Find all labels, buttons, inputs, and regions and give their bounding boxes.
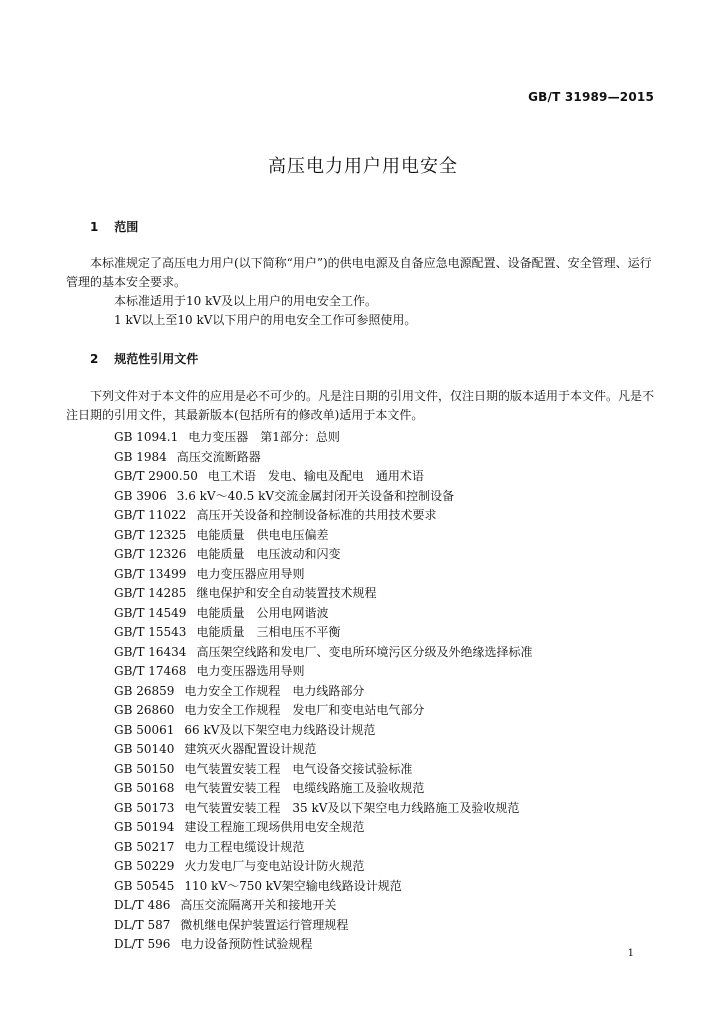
section-heading-normative-references — [90, 350, 198, 367]
reference-item — [114, 662, 674, 682]
paragraph — [90, 292, 656, 311]
reference-item — [114, 857, 674, 877]
reference-title: 电力安全工作规程 电力线路部分 — [184, 683, 365, 698]
reference-title: 建设工程施工现场供用电安全规范 — [184, 820, 365, 834]
paragraph-text: 1 kV以上至10 kV以下用户的用电安全工作可参照使用。 — [114, 313, 417, 327]
reference-item — [114, 565, 674, 585]
reference-code: GB 1984 — [114, 449, 167, 464]
reference-code: GB 50061 — [114, 722, 175, 737]
reference-code: GB/T 2900.50 — [114, 469, 198, 483]
reference-item — [114, 428, 674, 448]
reference-item — [114, 760, 674, 780]
reference-code: GB/T 12325 — [114, 527, 187, 542]
reference-title: 电气装置安装工程 35 kV及以下架空电力线路施工及验收规范 — [184, 800, 520, 815]
reference-code: DL/T 596 — [114, 937, 171, 951]
reference-title: 高压架空线路和发电厂、变电所环境污区分级及外绝缘选择标准 — [196, 644, 533, 659]
reference-code: GB 3906 — [114, 488, 167, 503]
reference-title: 电工术语 发电、输电及配电 通用术语 — [207, 469, 424, 483]
reference-title: 电力变压器 第1部分：总则 — [188, 430, 340, 444]
section-heading-scope — [90, 218, 138, 235]
reference-code: GB 50173 — [114, 800, 175, 815]
reference-item — [114, 701, 674, 721]
reference-item — [114, 916, 674, 936]
reference-item — [114, 584, 674, 604]
reference-item — [114, 799, 674, 819]
reference-title: 建筑灭火器配置设计规范 — [184, 742, 317, 756]
reference-list — [114, 428, 674, 955]
reference-item — [114, 877, 674, 897]
paragraph-text: 本标准规定了高压电力用户(以下简称“用户”)的供电电源及自备应急电源配置、设备配置、安全管理、运行管理的基本安全要求。 — [66, 256, 652, 289]
paragraph — [66, 254, 656, 292]
reference-item — [114, 487, 674, 507]
reference-title: 电力工程电缆设计规范 — [184, 839, 305, 854]
reference-code: GB/T 13499 — [114, 566, 187, 581]
section-number: 1 — [90, 220, 99, 234]
reference-item — [114, 448, 674, 468]
paragraph — [66, 387, 656, 425]
section-body-scope — [66, 254, 656, 330]
reference-item — [114, 604, 674, 624]
reference-code: GB 26859 — [114, 683, 175, 698]
paragraph-text: 本标准适用于10 kV及以上用户的用电安全工作。 — [114, 294, 378, 308]
reference-code: GB/T 14285 — [114, 586, 187, 600]
paragraph — [90, 311, 656, 330]
reference-item — [114, 838, 674, 858]
reference-code: GB 50168 — [114, 781, 175, 795]
page-number: 1 — [627, 948, 634, 959]
reference-code: GB/T 16434 — [114, 644, 187, 659]
section-body-references — [66, 387, 656, 425]
reference-title: 110 kV～750 kV架空输电线路设计规范 — [184, 878, 402, 893]
reference-title: 高压开关设备和控制设备标准的共用技术要求 — [196, 508, 437, 522]
reference-code: GB/T 11022 — [114, 508, 187, 522]
reference-item — [114, 935, 674, 955]
reference-item — [114, 643, 674, 663]
reference-code: GB 50150 — [114, 761, 175, 776]
section-title: 范围 — [114, 220, 139, 234]
reference-code: GB 50545 — [114, 878, 175, 893]
reference-code: GB/T 17468 — [114, 664, 187, 678]
section-number: 2 — [90, 352, 99, 366]
reference-title: 火力发电厂与变电站设计防火规范 — [184, 859, 365, 873]
reference-title: 电力设备预防性试验规程 — [180, 937, 313, 951]
document-title: 高压电力用户用电安全 — [268, 156, 458, 177]
reference-code: GB 50194 — [114, 820, 175, 834]
reference-item — [114, 467, 674, 487]
reference-code: GB 26860 — [114, 703, 175, 717]
paragraph-text: 下列文件对于本文件的应用是必不可少的。凡是注日期的引用文件，仅注日期的版本适用于本文件。凡是不注日期的引用文件，其最新版本(包括所有的修改单)适用于本文件。 — [66, 389, 655, 422]
reference-title: 电能质量 三相电压不平衡 — [196, 625, 341, 639]
reference-item — [114, 623, 674, 643]
reference-title: 高压交流断路器 — [176, 449, 261, 464]
reference-code: GB/T 15543 — [114, 625, 187, 639]
reference-code: GB 50140 — [114, 742, 175, 756]
reference-item — [114, 818, 674, 838]
reference-item — [114, 545, 674, 565]
reference-code: DL/T 486 — [114, 898, 171, 912]
reference-title: 3.6 kV～40.5 kV交流金属封闭开关设备和控制设备 — [176, 488, 455, 503]
reference-item — [114, 721, 674, 741]
reference-item — [114, 506, 674, 526]
reference-title: 高压交流隔离开关和接地开关 — [180, 898, 337, 912]
reference-item — [114, 682, 674, 702]
reference-code: GB/T 14549 — [114, 605, 187, 620]
reference-title: 电气装置安装工程 电气设备交接试验标准 — [184, 761, 413, 776]
reference-code: GB 50217 — [114, 839, 175, 854]
reference-code: DL/T 587 — [114, 917, 171, 932]
reference-code: GB/T 12326 — [114, 547, 187, 561]
reference-item — [114, 526, 674, 546]
reference-title: 电能质量 公用电网谐波 — [196, 605, 329, 620]
reference-title: 继电保护和安全自动装置技术规程 — [196, 586, 377, 600]
reference-title: 66 kV及以下架空电力线路设计规范 — [184, 722, 376, 737]
reference-title: 电能质量 电压波动和闪变 — [196, 547, 341, 561]
reference-title: 电力安全工作规程 发电厂和变电站电气部分 — [184, 703, 425, 717]
reference-title: 微机继电保护装置运行管理规程 — [180, 917, 349, 932]
reference-title: 电气装置安装工程 电缆线路施工及验收规范 — [184, 781, 425, 795]
reference-item — [114, 896, 674, 916]
section-title: 规范性引用文件 — [114, 352, 199, 366]
reference-title: 电力变压器应用导则 — [196, 566, 305, 581]
standard-code: GB/T 31989—2015 — [528, 90, 654, 104]
reference-item — [114, 740, 674, 760]
reference-title: 电力变压器选用导则 — [196, 664, 305, 678]
reference-code: GB 1094.1 — [114, 430, 179, 444]
reference-code: GB 50229 — [114, 859, 175, 873]
reference-title: 电能质量 供电电压偏差 — [196, 527, 329, 542]
reference-item — [114, 779, 674, 799]
